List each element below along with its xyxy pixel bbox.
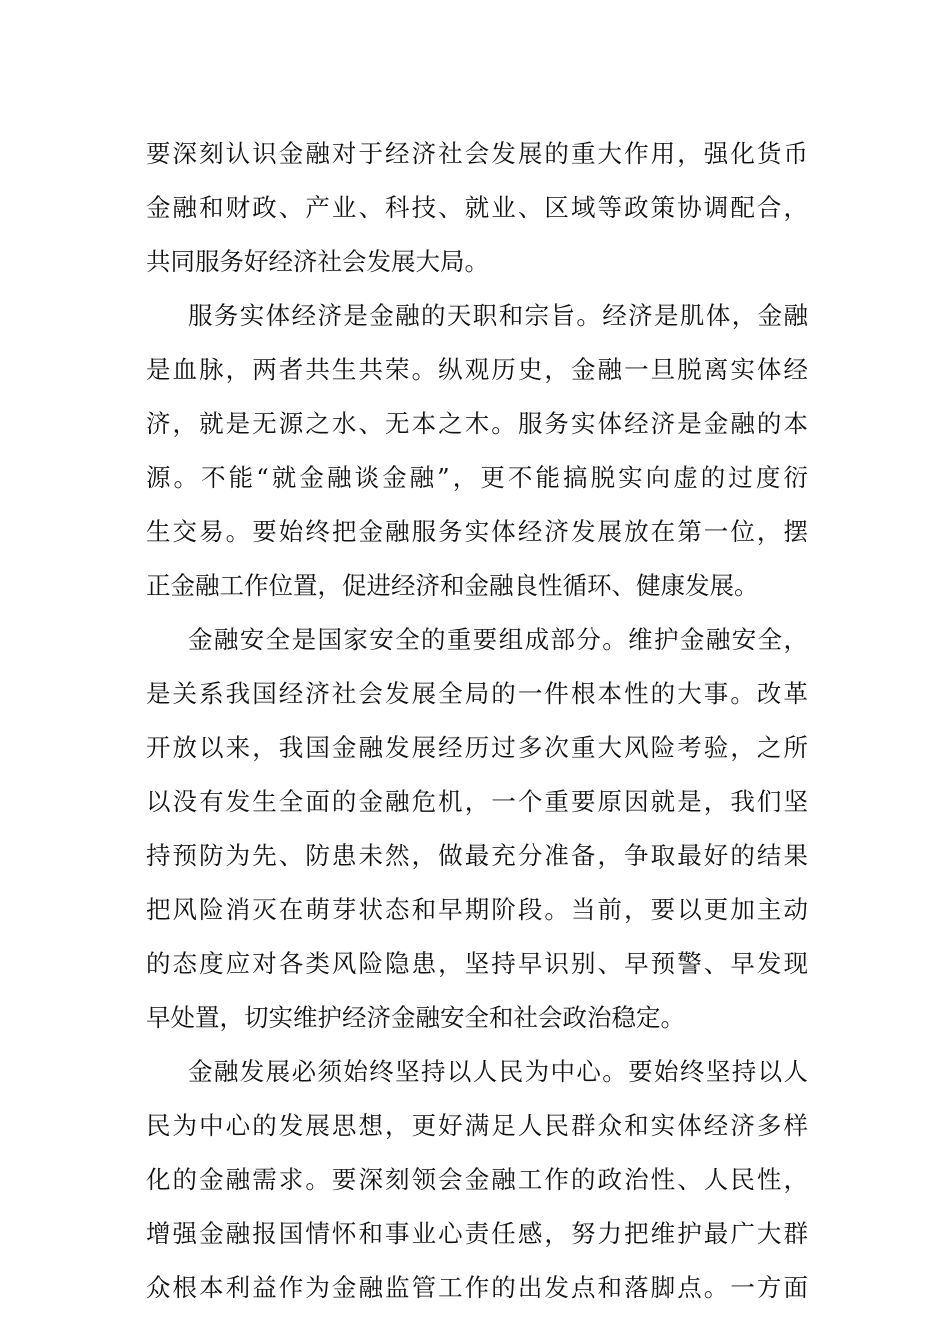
- paragraph-4: [146, 1045, 808, 1315]
- paragraph-3: [146, 613, 808, 1045]
- paragraph-line: 金融安全是国家安全的重要组成部分。维护金融安全，: [188, 625, 808, 654]
- paragraph-line: 金融发展必须始终坚持以人民为中心。要始终坚持以人: [188, 1057, 808, 1086]
- paragraph-line: 早处置，切实维护经济金融安全和社会政治稳定。: [146, 1003, 685, 1032]
- paragraph-line: 金融和财政、产业、科技、就业、区域等政策协调配合，: [146, 193, 808, 222]
- document-body: [146, 127, 808, 1315]
- paragraph-line: 济，就是无源之水、无本之木。服务实体经济是金融的本: [146, 409, 808, 438]
- paragraph-line: 是血脉，两者共生共荣。纵观历史，金融一旦脱离实体经: [146, 355, 808, 384]
- paragraph-line: 化的金融需求。要深刻领会金融工作的政治性、人民性，: [146, 1165, 808, 1194]
- paragraph-line: 持预防为先、防患未然，做最充分准备，争取最好的结果: [146, 841, 808, 870]
- paragraph-line: 的态度应对各类风险隐患，坚持早识别、早预警、早发现: [146, 949, 808, 978]
- paragraph-line: 生交易。要始终把金融服务实体经济发展放在第一位，摆: [146, 517, 808, 546]
- paragraph-line: 众根本利益作为金融监管工作的出发点和落脚点。一方面: [146, 1273, 808, 1302]
- paragraph-1: [146, 127, 808, 289]
- paragraph-line: 以没有发生全面的金融危机，一个重要原因就是，我们坚: [146, 787, 808, 816]
- paragraph-line: 增强金融报国情怀和事业心责任感，努力把维护最广大群: [146, 1219, 808, 1248]
- paragraph-line: 是关系我国经济社会发展全局的一件根本性的大事。改革: [146, 679, 808, 708]
- paragraph-line: 服务实体经济是金融的天职和宗旨。经济是肌体，金融: [188, 301, 808, 330]
- paragraph-line: 把风险消灭在萌芽状态和早期阶段。当前，要以更加主动: [146, 895, 808, 924]
- paragraph-2: [146, 289, 808, 613]
- paragraph-line: 民为中心的发展思想，更好满足人民群众和实体经济多样: [146, 1111, 808, 1140]
- paragraph-line: 共同服务好经济社会发展大局。: [146, 247, 489, 276]
- paragraph-line: 正金融工作位置，促进经济和金融良性循环、健康发展。: [146, 571, 759, 600]
- paragraph-line: 要深刻认识金融对于经济社会发展的重大作用，强化货币: [146, 139, 808, 168]
- paragraph-line: 源。不能“就金融谈金融”，更不能搞脱实向虚的过度衍: [146, 463, 808, 492]
- paragraph-line: 开放以来，我国金融发展经历过多次重大风险考验，之所: [146, 733, 808, 762]
